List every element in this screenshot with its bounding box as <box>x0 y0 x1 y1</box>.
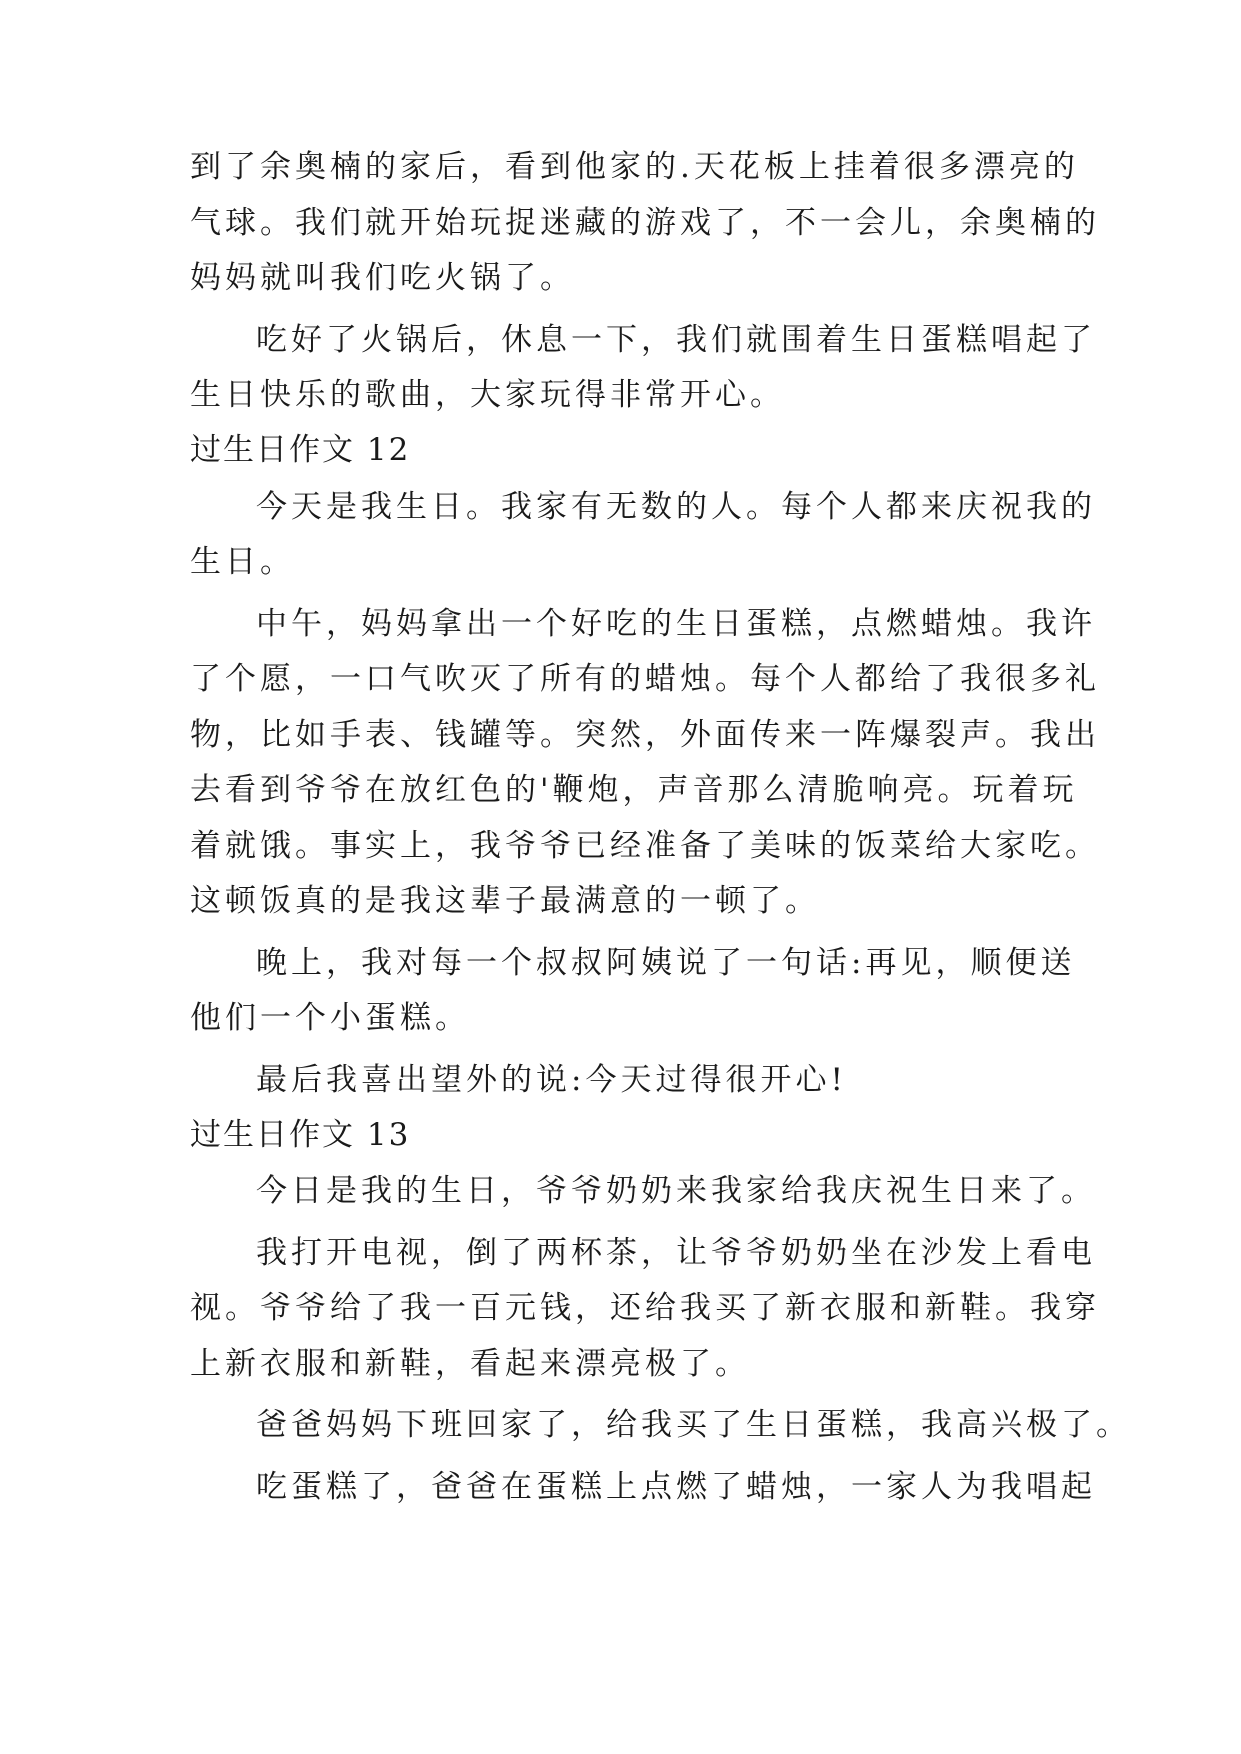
body-text-line: 他们一个小蛋糕。 <box>190 1000 470 1036</box>
body-text-line: 生日。 <box>190 544 295 580</box>
paragraph-first-line: 吃好了火锅后，休息一下，我们就围着生日蛋糕唱起了 <box>256 322 1096 358</box>
paragraph-first-line: 我打开电视，倒了两杯茶，让爷爷奶奶坐在沙发上看电 <box>256 1235 1096 1271</box>
paragraph-first-line: 今日是我的生日，爷爷奶奶来我家给我庆祝生日来了。 <box>256 1173 1096 1209</box>
paragraph-first-line: 最后我喜出望外的说:今天过得很开心! <box>256 1062 847 1098</box>
body-text-line: 视。爷爷给了我一百元钱，还给我买了新衣服和新鞋。我穿 <box>190 1290 1100 1326</box>
paragraph-first-line: 中午，妈妈拿出一个好吃的生日蛋糕，点燃蜡烛。我许 <box>256 606 1096 642</box>
body-text-line: 到了余奥楠的家后，看到他家的.天花板上挂着很多漂亮的 <box>190 149 1079 185</box>
section-heading: 过生日作文 13 <box>190 1117 411 1153</box>
body-text-line: 去看到爷爷在放红色的'鞭炮，声音那么清脆响亮。玩着玩 <box>190 772 1078 808</box>
section-heading: 过生日作文 12 <box>190 432 411 468</box>
paragraph-first-line: 爸爸妈妈下班回家了，给我买了生日蛋糕，我高兴极了。 <box>256 1407 1131 1443</box>
paragraph-first-line: 今天是我生日。我家有无数的人。每个人都来庆祝我的 <box>256 489 1096 525</box>
body-text-line: 妈妈就叫我们吃火锅了。 <box>190 260 575 296</box>
body-text-line: 物，比如手表、钱罐等。突然，外面传来一阵爆裂声。我出 <box>190 717 1100 753</box>
body-text-line: 了个愿，一口气吹灭了所有的蜡烛。每个人都给了我很多礼 <box>190 661 1100 697</box>
body-text-line: 生日快乐的歌曲，大家玩得非常开心。 <box>190 377 785 413</box>
body-text-line: 上新衣服和新鞋，看起来漂亮极了。 <box>190 1346 750 1382</box>
body-text-line: 着就饿。事实上，我爷爷已经准备了美味的饭菜给大家吃。 <box>190 828 1100 864</box>
body-text-line: 气球。我们就开始玩捉迷藏的游戏了，不一会儿，余奥楠的 <box>190 205 1100 241</box>
paragraph-first-line: 晚上，我对每一个叔叔阿姨说了一句话:再见，顺便送 <box>256 945 1076 981</box>
paragraph-first-line: 吃蛋糕了，爸爸在蛋糕上点燃了蜡烛，一家人为我唱起 <box>256 1469 1096 1505</box>
body-text-line: 这顿饭真的是我这辈子最满意的一顿了。 <box>190 883 820 919</box>
